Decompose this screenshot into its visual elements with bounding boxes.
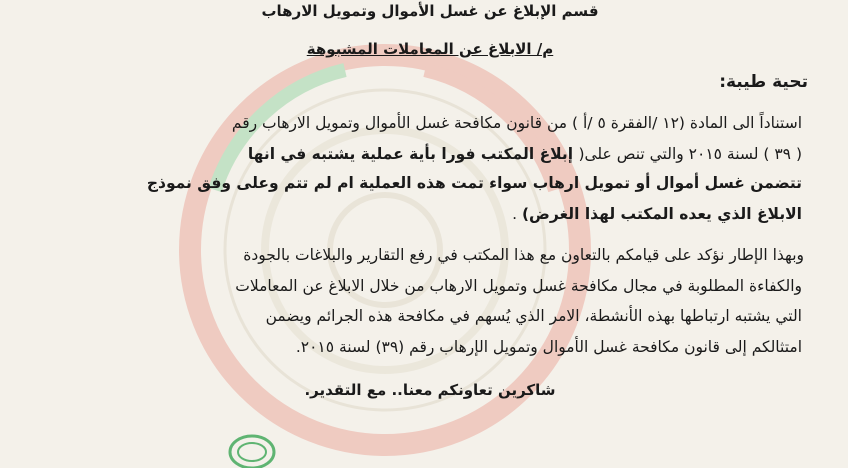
paragraph2-line1: وبهذا الإطار نؤكد على قيامكم بالتعاون مع هذا المكتب في رفع التقارير والبلاغات بالجودة: [243, 246, 804, 264]
paragraph1-line2: [58, 145, 802, 163]
paragraph1-line4-bold: الابلاغ الذي يعده المكتب لهذا الغرض): [521, 205, 802, 223]
paragraph1-line3: تتضمن غسل أموال أو تمويل ارهاب سواء تمت هذه العملية ام لم تتم وعلى وفق نموذج: [146, 174, 802, 192]
paragraph1-line1: استناداً الى المادة (١٢ /الفقرة ٥ /أ ) من قانون مكافحة غسل الأموال وتمويل الارهاب رقم: [231, 114, 802, 132]
greeting: تحية طيبة:: [719, 72, 808, 92]
closing-line: شاكرين تعاونكم معنا.. مع التقدير.: [304, 381, 556, 399]
green-stamp: [226, 428, 278, 468]
subject-line: م/ الابلاغ عن المعاملات المشبوهة: [306, 40, 554, 58]
paragraph2-line3: التي يشتبه ارتباطها بهذه الأنشطة، الامر الذي يُسهم في مكافحة هذه الجرائم ويضمن: [265, 307, 802, 325]
department-title: قسم الإبلاغ عن غسل الأموال وتمويل الارهاب: [261, 2, 599, 20]
paragraph1-line2-plain: ( ٣٩ ) لسنة ٢٠١٥ والتي تنص على(: [578, 145, 802, 163]
paragraph2-line4: امتثالكم إلى قانون مكافحة غسل الأموال وتمويل الإرهاب رقم (٣٩) لسنة ٢٠١٥.: [295, 338, 802, 356]
paragraph1-line2-bold: إبلاغ المكتب فورا بأية عملية يشتبه في انها: [247, 145, 579, 163]
paragraph1-line4: [58, 205, 802, 223]
paragraph1-line4-plain: .: [512, 205, 522, 223]
paragraph2-line2: والكفاءة المطلوبة في مجال مكافحة غسل وتمويل الارهاب من خلال الابلاغ عن المعاملات: [235, 277, 802, 295]
